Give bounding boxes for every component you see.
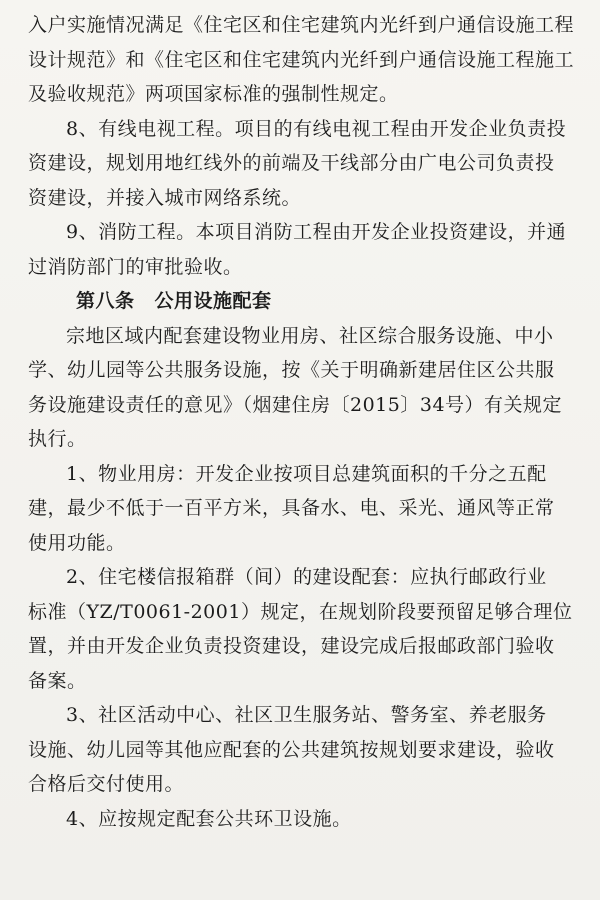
text-line: 及验收规范》两项国家标准的强制性规定。 — [28, 83, 399, 105]
text-line: 2、住宅楼信报箱群（间）的建设配套：应执行邮政行业 — [66, 566, 547, 588]
paragraph-cable-tv — [28, 112, 576, 216]
paragraph-item-3 — [28, 698, 576, 802]
text-line: 宗地区域内配套建设物业用房、社区综合服务设施、中小 — [66, 324, 554, 347]
text-line: 过消防部门的审批验收。 — [28, 255, 243, 278]
text-line: 1、物业用房：开发企业按项目总建筑面积的千分之五配 — [66, 462, 547, 485]
text-line: 8、有线电视工程。项目的有线电视工程由开发企业负责投 — [66, 117, 567, 140]
text-line: 入户实施情况满足《住宅区和住宅建筑内光纤到户通信设施工程 — [28, 14, 575, 36]
text-line: 资建设，并接入城市网络系统。 — [28, 186, 302, 209]
paragraph-fire-protection — [28, 215, 576, 284]
article-number: 第八条 — [76, 290, 135, 312]
text-line: 3、社区活动中心、社区卫生服务站、警务室、养老服务 — [66, 704, 547, 726]
paragraph-continuation — [28, 8, 576, 112]
text-line: 资建设，规划用地红线外的前端及干线部分由广电公司负责投 — [28, 152, 555, 174]
text-line: 置，并由开发企业负责投资建设，建设完成后报邮政部门验收 — [28, 635, 555, 657]
text-line: 9、消防工程。本项目消防工程由开发企业投资建设，并通 — [66, 221, 567, 243]
text-line: 设施、幼儿园等其他应配套的公共建筑按规划要求建设，验收 — [28, 738, 555, 761]
paragraph-item-1 — [28, 457, 576, 561]
text-line: 使用功能。 — [28, 531, 126, 554]
document-body — [28, 8, 576, 836]
paragraph-item-4 — [28, 802, 576, 837]
text-line: 建，最少不低于一百平方米，具备水、电、采光、通风等正常 — [28, 497, 555, 519]
paragraph-article-intro — [28, 319, 576, 457]
text-line: 设计规范》和《住宅区和住宅建筑内光纤到户通信设施工程施工 — [28, 48, 575, 71]
text-line: 学、幼儿园等公共服务设施，按《关于明确新建居住区公共服 — [28, 359, 555, 381]
text-line: 执行。 — [28, 428, 87, 450]
text-line: 备案。 — [28, 669, 87, 692]
article-heading — [28, 284, 576, 319]
paragraph-item-2 — [28, 560, 576, 698]
text-line: 合格后交付使用。 — [28, 773, 185, 795]
text-line: 标准（YZ/T0061-2001）规定，在规划阶段要预留足够合理位 — [28, 600, 573, 623]
text-line: 4、应按规定配套公共环卫设施。 — [66, 807, 352, 830]
article-title: 公用设施配套 — [154, 290, 272, 312]
text-line: 务设施建设责任的意见》（烟建住房〔2015〕34号）有关规定 — [28, 393, 563, 416]
